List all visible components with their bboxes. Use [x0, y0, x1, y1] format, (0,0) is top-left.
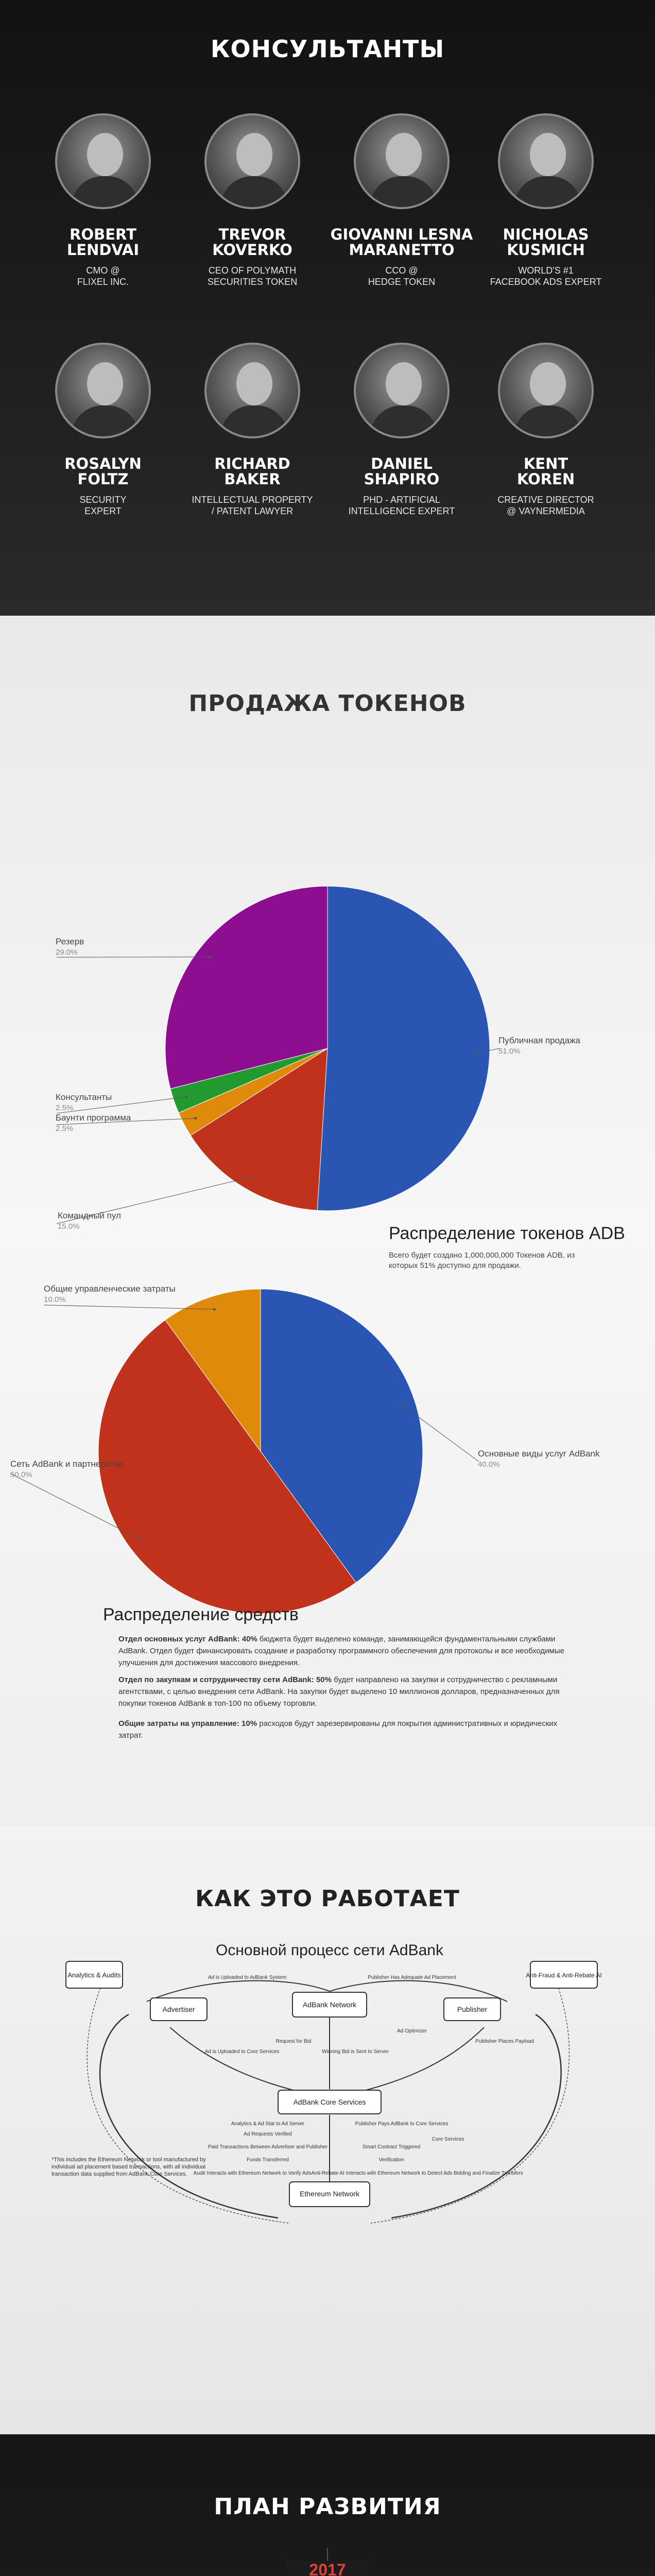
leader-dot	[401, 1404, 404, 1406]
diagram-label: Verification	[378, 2157, 404, 2163]
advisor-card	[469, 113, 623, 287]
diagram-label: Publisher Pays AdBank to Core Services	[355, 2121, 449, 2127]
slice-label: Баунти программа	[56, 1113, 131, 1123]
diagram-label: Request for Bid	[275, 2039, 312, 2044]
diagram-label: Anti-Rebate AI Interacts with Ethereum Network to Detect Ads Bidding and Finalize Transfers	[311, 2171, 523, 2176]
advisor-photo	[55, 343, 151, 438]
advisor-photo	[354, 113, 450, 209]
svg-text:AdBank Core Services: AdBank Core Services	[293, 2098, 366, 2106]
advisor-name: NICHOLAS KUSMICH	[503, 226, 589, 259]
slice-label: Консультанты	[56, 1092, 112, 1102]
advisor-card	[175, 343, 330, 517]
diagram-label: Core Services	[432, 2137, 464, 2142]
chart-title: Распределение токенов ADB	[389, 1224, 625, 1243]
slice-value-label: 51.0%	[498, 1047, 521, 1056]
advisor-role: CEO OF POLYMATH SECURITIES TOKEN	[207, 265, 298, 287]
note-core: Отдел основных услуг AdBank: 40% бюджета будет выделено команде, занимающейся фундаментальными службами AdBank. Отдел будет финансировать создание и разработку программного обеспечения для протоколы и все необходимые улучшения для достижения массового внедрения.	[118, 1635, 564, 1667]
advisor-name: ROSALYN FOLTZ	[64, 455, 142, 488]
svg-text:Analytics & Audits: Analytics & Audits	[67, 1971, 121, 1979]
chart-subtitle: Всего будет создано 1,000,000,000 Токенов ADB, из	[389, 1251, 575, 1260]
consultants-section	[0, 0, 655, 616]
advisor-photo	[498, 343, 594, 438]
slice-label: Публичная продажа	[498, 1036, 580, 1045]
how-it-works-title: КАК ЭТО РАБОТАЕТ	[195, 1886, 460, 1912]
year-2017: 2017	[286, 2561, 369, 2576]
advisor-role: CCO @ HEDGE TOKEN	[368, 265, 436, 287]
diagram-label: Ad Optimizer	[397, 2028, 427, 2034]
slice-value-label: 10.0%	[44, 1295, 66, 1304]
diagram-label: Audit Interacts with Ethereum Network to Verify Ads	[193, 2171, 312, 2176]
diagram-label: Publisher Has Adequate Ad Placement	[368, 1975, 456, 1980]
analytics-node	[66, 1961, 123, 1988]
leader-dot	[213, 1308, 216, 1311]
diagram-label: Smart Contract Triggered	[362, 2144, 421, 2150]
advisor-role: WORLD'S #1 FACEBOOK ADS EXPERT	[490, 265, 602, 287]
slice-label: Сеть AdBank и партнерства	[10, 1459, 124, 1469]
token-sale-title: ПРОДАЖА ТОКЕНОВ	[188, 690, 467, 717]
pie-slice	[317, 886, 490, 1211]
roadmap-title: ПЛАН РАЗВИТИЯ	[214, 2494, 441, 2520]
note-management: Общие затраты на управление: 10% расходов будут зарезервированы для покрытия административных и юридических затрат.	[118, 1719, 558, 1740]
advisor-name: RICHARD BAKER	[214, 455, 290, 488]
adbank-process-diagram	[0, 1826, 655, 2434]
svg-text:Anti-Fraud & Anti-Rebate AI: Anti-Fraud & Anti-Rebate AI	[526, 1972, 602, 1979]
funds-distribution-chart	[0, 1265, 655, 1636]
diagram-title: Основной процесс сети AdBank	[216, 1942, 443, 1959]
diagram-label: Analytics & Ad Stat to Ad Server	[231, 2121, 305, 2127]
note-network: Отдел по закупкам и сотрудничеству сети AdBank: 50% будет направлено на закупки и сотрудничество с рекламными агентствами, с целью внедрения сети AdBank. На закупки будет выделено 10 миллионов долларов, предназначенных для покупки токенов AdBank в топ-100 по объему торговли.	[118, 1675, 560, 1708]
advisor-card	[324, 113, 479, 287]
leader-dot	[185, 1095, 187, 1098]
roadmap-section	[0, 2434, 655, 2576]
svg-text:Advertiser: Advertiser	[162, 2005, 195, 2013]
leader-dot	[139, 1538, 141, 1540]
advisor-photo	[204, 113, 300, 209]
slice-label: Основные виды услуг AdBank	[478, 1449, 600, 1459]
slice-label: Командный пул	[58, 1211, 121, 1221]
leader-dot	[209, 956, 211, 958]
slice-value-label: 2.5%	[56, 1104, 74, 1112]
slice-value-label: 15.0%	[58, 1222, 80, 1231]
network-node	[292, 1992, 367, 2017]
advisor-role: CMO @ FLIXEL INC.	[77, 265, 129, 287]
advisor-card	[26, 343, 180, 517]
token-distribution-chart	[0, 760, 655, 1280]
advisor-role: PHD - ARTIFICIAL INTELLIGENCE EXPERT	[348, 495, 455, 516]
core-services-node	[278, 2090, 381, 2114]
advisor-photo	[55, 113, 151, 209]
diagram-label: Ad Requests Verified	[244, 2131, 292, 2137]
advisor-name: GIOVANNI LESNA MARANETTO	[330, 226, 473, 259]
diagram-label: Paid Transactions Between Advertiser and Publisher	[208, 2144, 328, 2150]
diagram-footnote: *This includes the Ethereum Network or tool manufactured by individual ad placement based transactions, with all individual transaction data supplied from AdBank Core Services.	[51, 2157, 206, 2177]
leader-dot	[194, 1117, 197, 1120]
slice-value-label: 2.5%	[56, 1124, 74, 1133]
advisor-name: TREVOR KOVERKO	[212, 226, 292, 259]
advisor-card	[175, 113, 330, 287]
slice-label: Резерв	[56, 937, 84, 946]
svg-text:Ethereum Network: Ethereum Network	[300, 2190, 359, 2198]
consultants-title: КОНСУЛЬТАНТЫ	[210, 35, 445, 63]
slice-label: Общие управленческие затраты	[44, 1284, 176, 1294]
diagram-label: Ad is Uploaded to AdBank System	[208, 1975, 287, 1980]
advisor-role: SECURITY EXPERT	[79, 495, 127, 516]
advisor-name: DANIEL SHAPIRO	[364, 455, 440, 488]
slice-value-label: 50.0%	[10, 1470, 32, 1479]
diagram-label: Funds Transferred	[247, 2157, 289, 2163]
advisor-photo	[498, 113, 594, 209]
chart-title: Распределение средств	[103, 1605, 299, 1624]
advertiser-node	[150, 1998, 207, 2021]
antifraud-node	[526, 1961, 601, 1988]
diagram-label: Winning Bid is Sent to Server	[321, 2049, 389, 2055]
advisor-role: CREATIVE DIRECTOR @ VAYNERMEDIA	[497, 495, 594, 516]
slice-value-label: 29.0%	[56, 948, 78, 957]
leader-dot	[250, 1176, 253, 1178]
advisor-name: ROBERT LENDVAI	[66, 226, 140, 259]
token-sale-section	[0, 616, 655, 1826]
leader-dot	[475, 1052, 478, 1055]
slice-value-label: 40.0%	[478, 1460, 500, 1469]
advisor-role: INTELLECTUAL PROPERTY / PATENT LAWYER	[192, 495, 313, 516]
svg-text:AdBank Network: AdBank Network	[302, 2001, 357, 2009]
svg-text:Publisher: Publisher	[457, 2005, 488, 2013]
publisher-node	[444, 1998, 501, 2021]
advisor-photo	[354, 343, 450, 438]
chart-subtitle: которых 51% доступно для продажи.	[389, 1261, 521, 1270]
diagram-label: Ad is Uploaded to Core Services	[204, 2049, 280, 2055]
advisor-name: KENT KOREN	[516, 455, 575, 488]
advisor-photo	[204, 343, 300, 438]
advisor-card	[469, 343, 623, 517]
funds-notes	[118, 1633, 582, 1747]
diagram-label: Publisher Places Payload	[475, 2039, 534, 2044]
how-it-works-section	[0, 1826, 655, 2434]
ethereum-node	[289, 2182, 370, 2207]
advisor-card	[324, 343, 479, 517]
advisor-card	[26, 113, 180, 287]
